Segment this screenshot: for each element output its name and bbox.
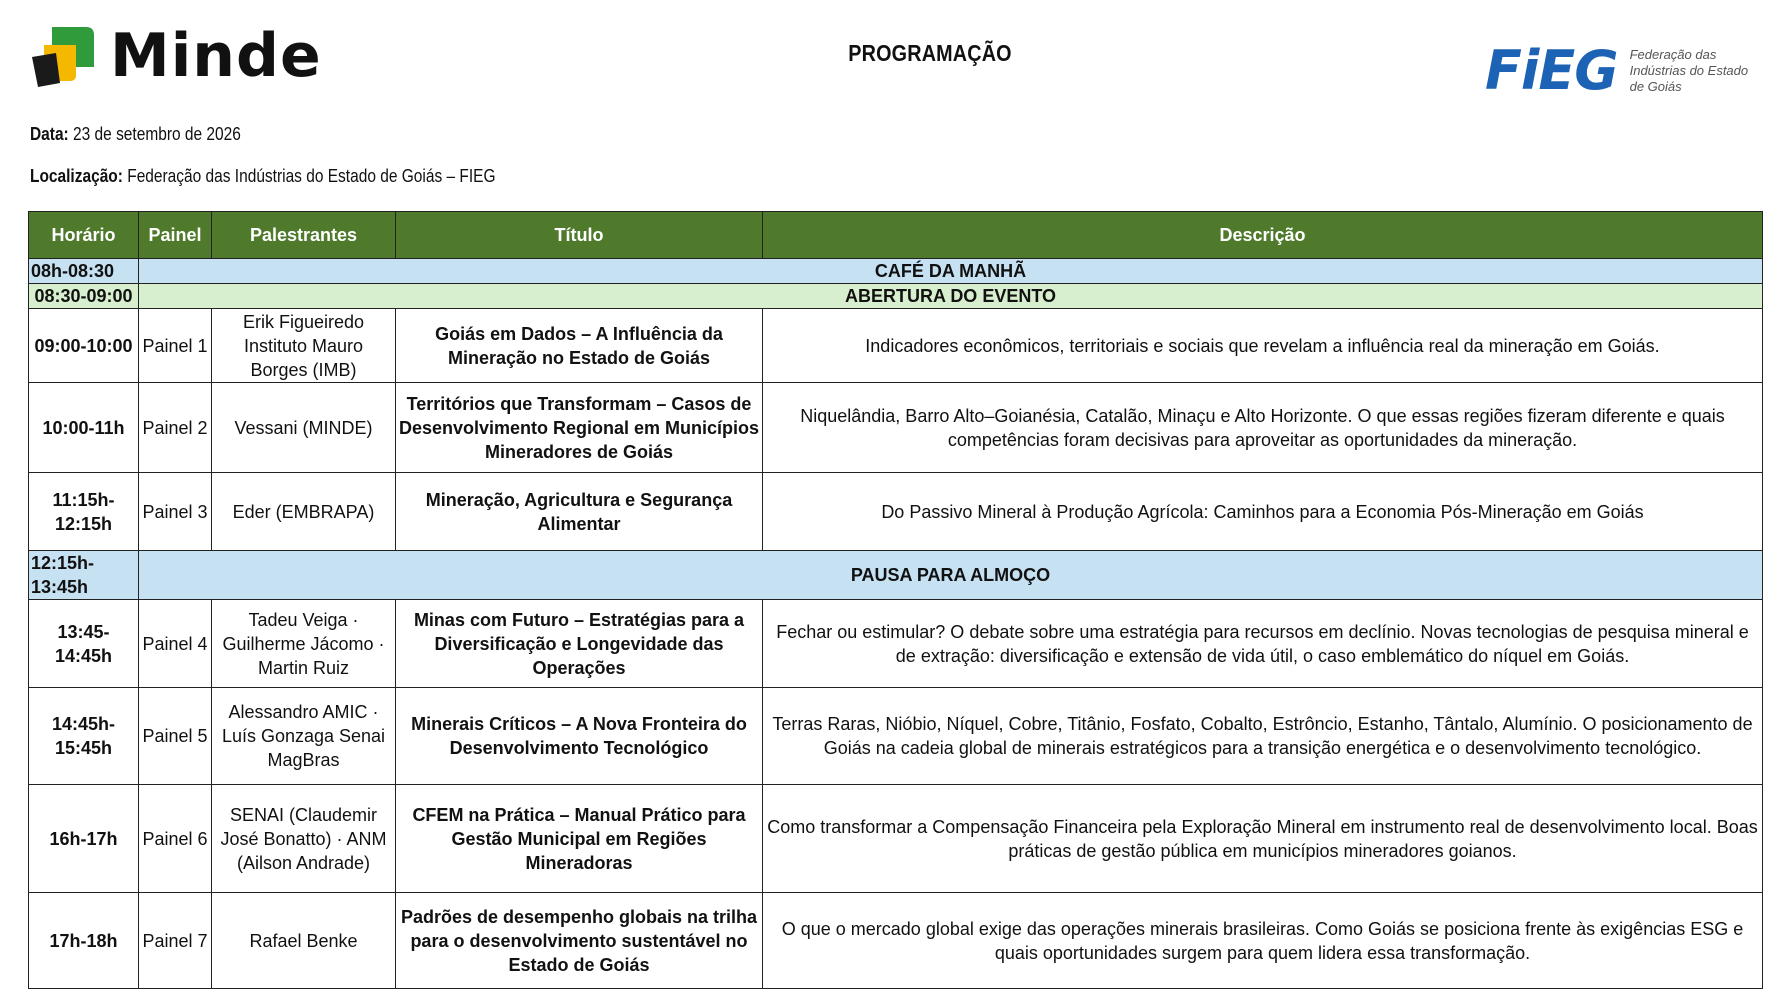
date-value: 23 de setembro de 2026 [73,124,241,144]
column-header-description: Descrição [763,212,1763,259]
schedule-table [28,211,1763,989]
table-row [29,383,1763,473]
session-speakers: Erik Figueiredo Instituto Mauro Borges (IMB) [212,309,396,383]
session-description: Niquelândia, Barro Alto–Goianésia, Catalão, Minaçu e Alto Horizonte. O que essas regiões fizeram diferente e quais competências foram decisivas para aproveitar as oportunidades da mineração. [763,383,1763,473]
session-speakers: Tadeu Veiga · Guilherme Jácomo · Martin Ruiz [212,600,396,688]
break-label: PAUSA PARA ALMOÇO [139,551,1763,600]
event-location [30,166,571,187]
session-title: Territórios que Transformam – Casos de Desenvolvimento Regional em Municípios Mineradores de Goiás [396,383,763,473]
session-speakers: Alessandro AMIC · Luís Gonzaga Senai MagBras [212,688,396,785]
session-speakers: SENAI (Claudemir José Bonatto) · ANM (Ailson Andrade) [212,785,396,893]
session-time: 09:00-10:00 [29,309,139,383]
session-time: 14:45h-15:45h [29,688,139,785]
session-description: Fechar ou estimular? O debate sobre uma estratégia para recursos em declínio. Novas tecnologias de pesquisa mineral e de extração: diversificação e extensão de vida útil, o caso emblemático do níquel em Goiás. [763,600,1763,688]
page-title [760,40,1100,67]
page-title-text: PROGRAMAÇÃO [848,40,1012,66]
fieg-logo [1485,39,1750,102]
session-panel: Painel 1 [139,309,212,383]
column-header-speakers: Palestrantes [212,212,396,259]
session-title: Minas com Futuro – Estratégias para a Diversificação e Longevidade das Operações [396,600,763,688]
location-value: Federação das Indústrias do Estado de Goiás – FIEG [127,166,496,186]
table-row [29,688,1763,785]
session-speakers: Eder (EMBRAPA) [212,473,396,551]
session-time: 11:15h-12:15h [29,473,139,551]
break-time: 08h-08:30 [29,259,139,284]
column-header-time: Horário [29,212,139,259]
break-label: ABERTURA DO EVENTO [139,284,1763,309]
break-time: 12:15h-13:45h [29,551,139,600]
minde-logo-icon [30,23,96,89]
fieg-wordmark: FiEG [1485,39,1618,102]
minde-logo [30,20,322,92]
table-row [29,785,1763,893]
session-panel: Painel 5 [139,688,212,785]
session-description: Do Passivo Mineral à Produção Agrícola: Caminhos para a Economia Pós-Mineração em Goiás [763,473,1763,551]
session-title: CFEM na Prática – Manual Prático para Gestão Municipal em Regiões Mineradoras [396,785,763,893]
session-panel: Painel 6 [139,785,212,893]
session-description: O que o mercado global exige das operações minerais brasileiras. Como Goiás se posiciona frente às exigências ESG e quais oportunidades surgem para quem lidera essa transformação. [763,893,1763,989]
session-time: 17h-18h [29,893,139,989]
session-speakers: Vessani (MINDE) [212,383,396,473]
table-row [29,893,1763,989]
table-row [29,473,1763,551]
session-title: Mineração, Agricultura e Segurança Alimentar [396,473,763,551]
break-time: 08:30-09:00 [29,284,139,309]
session-panel: Painel 7 [139,893,212,989]
session-title: Minerais Críticos – A Nova Fronteira do Desenvolvimento Tecnológico [396,688,763,785]
event-date [30,124,275,145]
column-header-title: Título [396,212,763,259]
table-row [29,309,1763,383]
session-description: Terras Raras, Nióbio, Níquel, Cobre, Titânio, Fosfato, Cobalto, Estrôncio, Estanho, Tântalo, Alumínio. O posicionamento de Goiás na cadeia global de minerais estratégicos para a transição energética e o desenvolvimento tecnológico. [763,688,1763,785]
table-row [29,600,1763,688]
session-time: 13:45-14:45h [29,600,139,688]
break-row-breakfast [29,259,1763,284]
minde-wordmark: Minde [110,21,322,91]
table-header-row [29,212,1763,259]
location-label: Localização: [30,166,123,186]
session-description: Indicadores econômicos, territoriais e sociais que revelam a influência real da mineração em Goiás. [763,309,1763,383]
session-speakers: Rafael Benke [212,893,396,989]
session-title: Goiás em Dados – A Influência da Mineração no Estado de Goiás [396,309,763,383]
break-row-lunch [29,551,1763,600]
column-header-panel: Painel [139,212,212,259]
fieg-subtitle: Federação das Indústrias do Estado de Goiás [1629,47,1749,94]
session-panel: Painel 4 [139,600,212,688]
session-time: 10:00-11h [29,383,139,473]
session-description: Como transformar a Compensação Financeira pela Exploração Mineral em instrumento real de desenvolvimento local. Boas práticas de gestão pública em municípios mineradores goianos. [763,785,1763,893]
break-row-opening [29,284,1763,309]
break-label: CAFÉ DA MANHÃ [139,259,1763,284]
session-title: Padrões de desempenho globais na trilha para o desenvolvimento sustentável no Estado de Goiás [396,893,763,989]
session-panel: Painel 2 [139,383,212,473]
session-time: 16h-17h [29,785,139,893]
session-panel: Painel 3 [139,473,212,551]
date-label: Data: [30,124,69,144]
